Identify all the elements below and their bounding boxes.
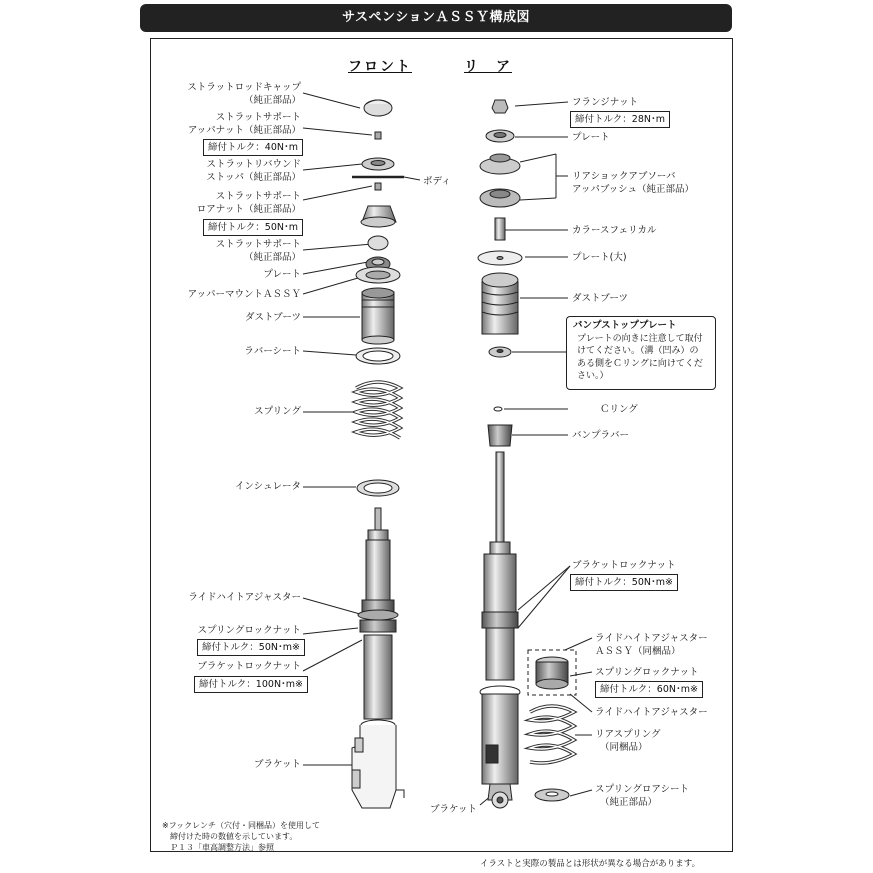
page-title: サスペンションＡＳＳＹ構成図: [140, 4, 732, 32]
front-bracket-lock-nut-label: ブラケットロックナット: [197, 661, 301, 672]
front-torque-100-star-box: 締付トルク：100N･m※: [194, 676, 308, 693]
footnote: ※フックレンチ（穴付・同梱品）を使用して 締付けた時の数値を示しています。 Ｐ１３「車高調整方法」参照: [162, 821, 320, 852]
front-spring-label: スプリング: [254, 406, 301, 417]
rear-spring-label: リアスプリング: [595, 729, 661, 740]
rear-header: リ ア: [464, 59, 512, 75]
front-upper-nut-label: ストラットサポート: [215, 112, 301, 123]
rear-plate-large-label: プレート(大): [572, 252, 627, 263]
front-insulator-label: インシュレータ: [234, 481, 301, 492]
bump-stop-plate-title: バンプストッププレート: [573, 320, 677, 331]
rear-bump-rubber-label: バンプラバー: [572, 430, 630, 441]
front-bracket-label: ブラケット: [253, 759, 301, 770]
rear-lower-seat-label-2: （純正部品）: [600, 797, 658, 808]
rear-plate-label: プレート: [572, 132, 610, 143]
rear-bracket-lock-nut-label: ブラケットロックナット: [572, 560, 676, 571]
rear-torque-60-star-box: 締付トルク：60N･m※: [595, 681, 703, 698]
front-rebound-stopper-label: ストラットリバウンド: [206, 159, 301, 170]
disclaimer: イラストと実際の製品とは形状が異なる場合があります。: [480, 859, 701, 869]
front-strut-rod-cap-label: ストラットロッドキャップ: [187, 82, 301, 93]
rear-adjuster-assy-label-2: ＡＳＳＹ（同梱品）: [595, 646, 681, 657]
front-plate-label: プレート: [263, 269, 301, 280]
front-upper-nut-label-2: アッパナット（純正部品）: [187, 125, 301, 136]
rear-ride-height-adjuster-label: ライドハイトアジャスター: [595, 707, 708, 718]
rear-bracket-label: ブラケット: [430, 804, 478, 815]
rear-c-ring-label: Ｃリング: [600, 404, 638, 415]
front-lower-nut-label-2: ロアナット（純正部品）: [196, 204, 301, 215]
front-strut-rod-cap-sub-label: （純正部品）: [243, 95, 301, 106]
rear-torque-28-box: 締付トルク：28N･m: [570, 111, 670, 128]
rear-collar-spherical-label: カラースフェリカル: [572, 225, 657, 236]
front-rubber-seat-label: ラバーシート: [244, 346, 301, 357]
front-torque-50-box: 締付トルク：50N･m: [203, 219, 303, 236]
rear-adjuster-assy-label: ライドハイトアジャスター: [595, 633, 708, 644]
rear-spring-label-2: （同梱品）: [600, 742, 648, 753]
rear-lower-seat-label: スプリングロアシート: [595, 784, 690, 795]
rear-shock-bush-label-2: アッパブッシュ（純正部品）: [572, 184, 694, 195]
front-strut-support-label-2: （純正部品）: [243, 252, 301, 263]
rear-shock-bush-label: リアショックアブソーバ: [572, 171, 676, 182]
front-rebound-stopper-label-2: ストッパ（純正部品）: [206, 172, 301, 183]
front-strut-support-label: ストラットサポート: [215, 239, 301, 250]
front-torque-40-box: 締付トルク：40N･m: [203, 139, 303, 156]
body-label: ボディ: [423, 176, 451, 187]
rear-flange-nut-label: フランジナット: [572, 97, 639, 108]
rear-spring-lock-nut-label: スプリングロックナット: [595, 667, 699, 678]
front-upper-mount-label: アッパーマウントＡＳＳＹ: [187, 289, 301, 300]
front-spring-lock-nut-label: スプリングロックナット: [197, 625, 301, 636]
bump-stop-plate-note-box: [566, 316, 716, 390]
front-lower-nut-label: ストラットサポート: [215, 191, 301, 202]
rear-dust-boots-label: ダストブーツ: [572, 293, 629, 304]
front-dust-boots-label: ダストブーツ: [244, 312, 301, 323]
front-torque-50-star-box: 締付トルク：50N･m※: [197, 639, 305, 656]
rear-torque-50-star-box: 締付トルク：50N･m※: [570, 574, 678, 591]
front-header: フロント: [348, 59, 412, 75]
bump-stop-plate-note: プレートの向きに注意して取付 けてください。（溝（凹み）の ある側をＣリングに向けてくだ さい。）: [577, 333, 703, 381]
front-ride-height-adjuster-label: ライドハイトアジャスター: [188, 592, 301, 603]
